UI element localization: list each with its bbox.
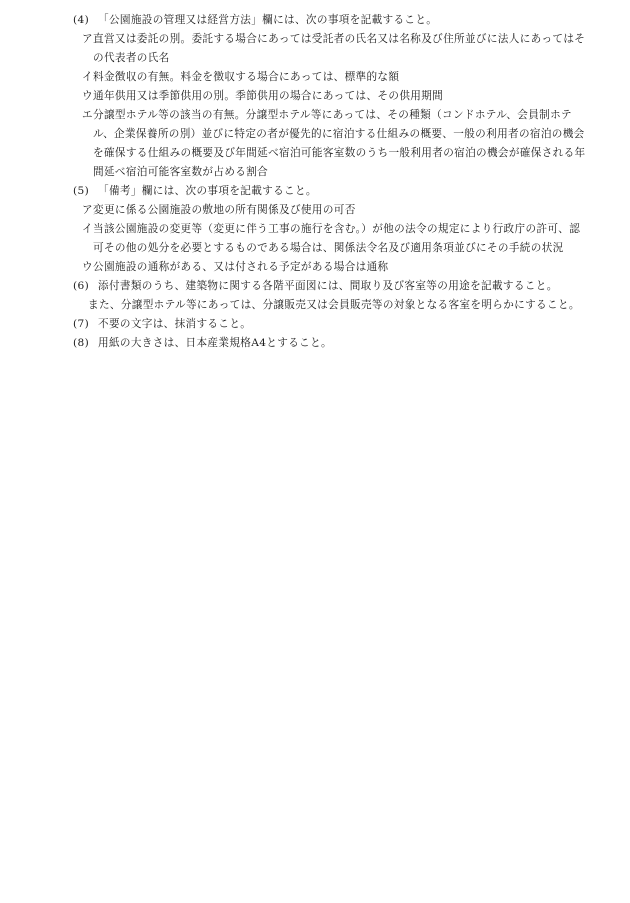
section-8	[0, 334, 630, 353]
section-continuation-text: また、分譲型ホテル等にあっては、分譲販売又は会員販売等の対象となる客室を明らかにすること。	[88, 299, 580, 311]
section-text: 「公園施設の管理又は経営方法」欄には、次の事項を記載すること。	[98, 14, 438, 26]
list-item	[0, 106, 630, 182]
section-5	[0, 182, 630, 201]
item-mark: エ	[82, 109, 93, 121]
list-item	[0, 201, 630, 220]
section-text: 「備考」欄には、次の事項を記載すること。	[98, 185, 317, 197]
list-item	[0, 30, 630, 68]
section-number: (8)	[73, 337, 90, 349]
document-page	[0, 11, 630, 353]
item-mark: ア	[82, 204, 93, 216]
section-6	[0, 277, 630, 296]
section-text: 添付書類のうち、建築物に関する各階平面図には、間取り及び客室等の用途を記載すること。	[98, 280, 558, 292]
section-number: (6)	[73, 280, 90, 292]
item-mark: イ	[82, 71, 93, 83]
list-item	[0, 258, 630, 277]
item-mark: ウ	[82, 90, 93, 102]
item-text: 直営又は委託の別。委託する場合にあっては受託者の氏名又は名称及び住所並びに法人にあってはその代表者の氏名	[93, 33, 586, 64]
item-text: 公園施設の通称がある、又は付される予定がある場合は通称	[93, 261, 389, 273]
section-text: 不要の文字は、抹消すること。	[98, 318, 252, 330]
item-text: 当該公園施設の変更等（変更に伴う工事の施行を含む。）が他の法令の規定により行政庁の許可、認可その他の処分を必要とするものである場合は、関係法令名及び適用条項並びにその手続の状況	[93, 223, 581, 254]
section-7	[0, 315, 630, 334]
item-text: 変更に係る公園施設の敷地の所有関係及び使用の可否	[93, 204, 356, 216]
section-text: 用紙の大きさは、日本産業規格A4とすること。	[98, 337, 332, 349]
section-number: (4)	[73, 14, 90, 26]
item-text: 分譲型ホテル等の該当の有無。分譲型ホテル等にあっては、その種類（コンドホテル、会員制ホテル、企業保養所の別）並びに特定の者が優先的に宿泊する仕組みの概要、一般の利用者の宿泊の機会を確保する仕組みの概要及び年間延べ宿泊可能客室数のうち一般利用者の宿泊の機会が確保される年間延べ宿泊可能客室数が占める割合	[93, 109, 586, 178]
item-text: 通年供用又は季節供用の別。季節供用の場合にあっては、その供用期間	[93, 90, 444, 102]
item-mark: イ	[82, 223, 93, 235]
item-mark: ウ	[82, 261, 93, 273]
item-text: 料金徴収の有無。料金を徴収する場合にあっては、標準的な額	[93, 71, 400, 83]
section-6-continuation	[0, 296, 630, 315]
list-item	[0, 220, 630, 258]
list-item	[0, 87, 630, 106]
section-number: (5)	[73, 185, 90, 197]
section-number: (7)	[73, 318, 90, 330]
section-4	[0, 11, 630, 30]
item-mark: ア	[82, 33, 93, 45]
list-item	[0, 68, 630, 87]
